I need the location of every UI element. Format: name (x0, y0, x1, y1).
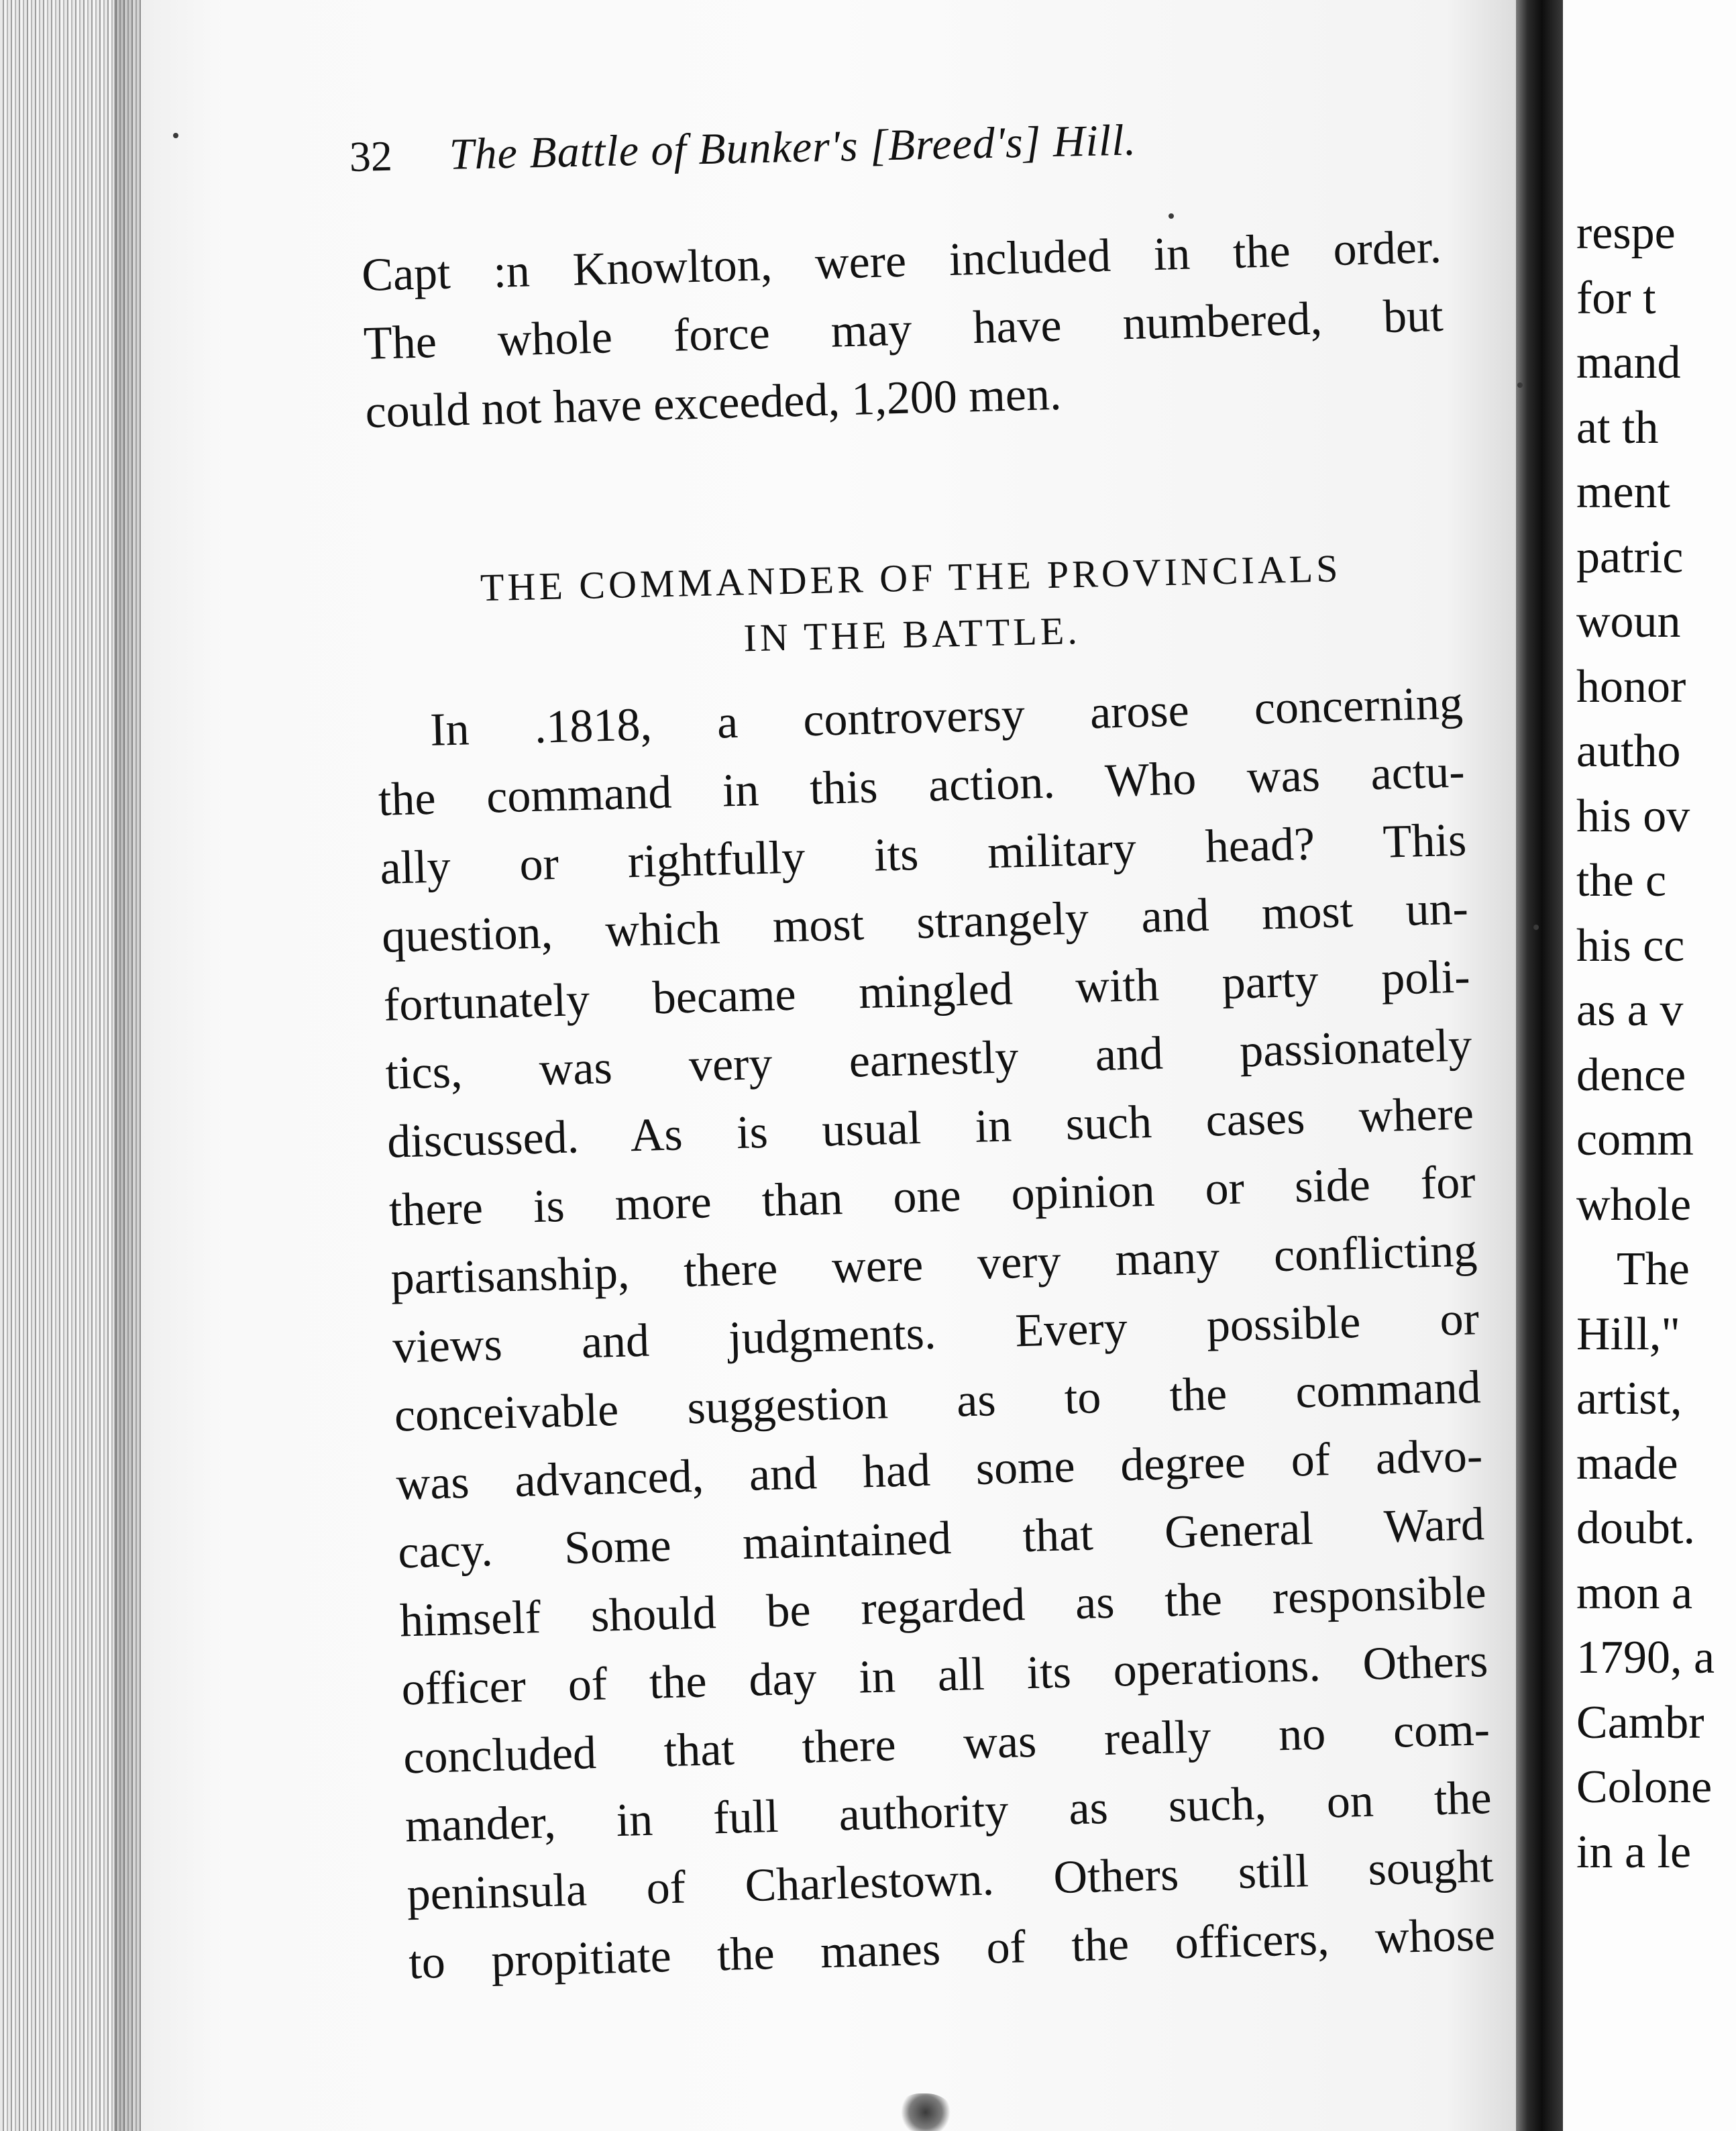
text-line: tics, was very earnestly and passionately (384, 1019, 1473, 1100)
dust-speck (173, 133, 178, 138)
text-line: Cambr (1576, 1696, 1704, 1749)
text-line: concluded that there was really no com- (402, 1704, 1490, 1784)
text-line: In .1818, a controversy arose concerning (429, 677, 1464, 756)
text-line: mand (1576, 337, 1681, 388)
text-line: officer of the day in all its operations. Others (400, 1635, 1489, 1716)
text-line: artist, (1576, 1373, 1682, 1424)
text-line: conceivable suggestion as to the command (394, 1361, 1482, 1442)
dust-speck (1169, 213, 1174, 219)
right-page-text (1576, 201, 1736, 1885)
text-line: could not have exceeded, 1,200 men. (364, 368, 1063, 438)
text-line: mon a (1576, 1567, 1693, 1619)
text-line: ally or rightfully its military head? This (379, 814, 1468, 894)
text-line: The whole force may have numbered, but (362, 289, 1444, 370)
text-line: ment (1576, 466, 1670, 518)
text-line: in a le (1576, 1826, 1692, 1878)
text-line: his cc (1576, 919, 1685, 972)
text-line: respe (1576, 207, 1676, 259)
ink-stain (899, 2093, 953, 2131)
text-line: honor (1576, 660, 1686, 713)
text-line: discussed. As is usual in such cases where (386, 1088, 1474, 1168)
text-line: his ov (1576, 790, 1690, 842)
text-line: himself should be regarded as the responsible (399, 1567, 1487, 1647)
text-line: whole (1576, 1178, 1692, 1231)
text-line: autho (1576, 725, 1681, 777)
text-line: peninsula of Charlestown. Others still sought (406, 1840, 1495, 1921)
text-line: to propitiate the manes of the officers, whose (408, 1908, 1496, 1989)
text-line: doubt. (1576, 1502, 1695, 1554)
text-line: made (1576, 1437, 1678, 1490)
text-line: question, which most strangely and most un- (381, 882, 1469, 963)
text-line: was advanced, and had some degree of advo- (395, 1430, 1484, 1510)
text-line: the command in this action. Who was actu- (377, 745, 1466, 826)
text-line: as a v (1576, 984, 1684, 1036)
text-line: Capt :n Knowlton, were included in the order. (361, 221, 1442, 301)
text-line: at th (1576, 401, 1659, 454)
text-line: for t (1576, 272, 1656, 324)
book-gutter (1516, 0, 1563, 2131)
page-number: 32 (349, 132, 393, 180)
running-title: The Battle of Bunker's [Breed's] Hill. (449, 115, 1137, 179)
text-line: dence (1576, 1049, 1686, 1101)
text-line: partisanship, there were very many conflicting (390, 1225, 1478, 1305)
dust-speck (1533, 925, 1539, 930)
text-line: Colone (1576, 1761, 1713, 1813)
text-line: woun (1576, 596, 1681, 647)
text-line: mander, in full authority as such, on the (404, 1772, 1493, 1853)
continued-paragraph (361, 213, 1446, 447)
text-line: Hill," (1576, 1308, 1680, 1360)
text-line: views and judgments. Every possible or (392, 1293, 1480, 1373)
text-line: 1790, a (1576, 1632, 1715, 1683)
text-line: comm (1576, 1114, 1694, 1165)
dust-speck (1517, 382, 1523, 388)
text-line: The (1617, 1243, 1690, 1295)
heading-line: THE COMMANDER OF THE PROVINCIALS (480, 546, 1342, 610)
main-paragraph (376, 670, 1496, 1998)
text-line: patric (1576, 531, 1684, 583)
heading-line: IN THE BATTLE. (743, 609, 1081, 660)
text-line: there is more than one opinion or side for (388, 1156, 1476, 1237)
text-line: fortunately became mingled with party poli- (382, 951, 1471, 1031)
text-line: cacy. Some maintained that General Ward (397, 1498, 1485, 1579)
text-line: the c (1576, 855, 1667, 906)
